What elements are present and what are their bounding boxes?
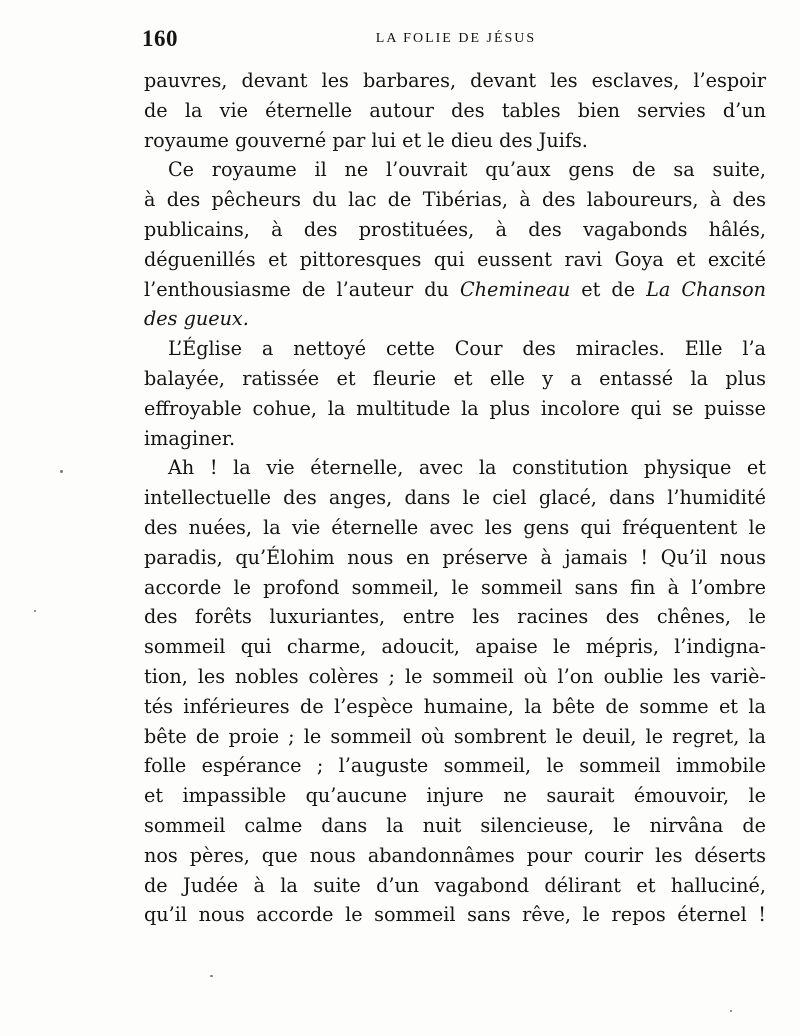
- text-line: des forêts luxuriantes, entre les racines des chênes, le: [144, 605, 766, 629]
- text-line: Ce royaume il ne l’ouvrait qu’aux gens de sa suite,: [168, 158, 766, 182]
- book-title-chemineau: Chemineau: [459, 277, 571, 301]
- text-line: [144, 304, 766, 334]
- text-line: intellectuelle des anges, dans le ciel glacé, dans l’humidité: [144, 486, 766, 510]
- body-text: [144, 66, 766, 930]
- text-line: sommeil calme dans la nuit silencieuse, le nirvâna de: [144, 813, 766, 837]
- text-line-mixed: [144, 275, 766, 305]
- text-line: tion, les nobles colères ; le sommeil où l’on oublie les variè-: [144, 664, 766, 688]
- paper-speck: [730, 1010, 732, 1012]
- text-segment: et de: [570, 277, 647, 301]
- running-title: LA FOLIE DE JÉSUS: [375, 31, 537, 46]
- page-header: [142, 26, 770, 56]
- text-line: publicains, à des prostituées, à des vagabonds hâlés,: [144, 217, 766, 241]
- text-line: royaume gouverné par lui et le dieu des Juifs.: [144, 128, 588, 152]
- text-segment: l’enthousiasme de l’auteur du: [144, 277, 460, 301]
- book-title-des-gueux: des gueux.: [144, 307, 249, 331]
- text-line: bête de proie ; le sommeil où sombrent le deuil, le regret, la: [144, 724, 766, 748]
- text-line: de Judée à la suite d’un vagabond délirant et halluciné,: [144, 873, 766, 897]
- text-line: nos pères, que nous abandonnâmes pour courir les déserts: [144, 843, 766, 867]
- text-line: L’Église a nettoyé cette Cour des miracles. Elle l’a: [168, 337, 766, 361]
- text-line: accorde le profond sommeil, le sommeil sans fin à l’ombre: [144, 575, 766, 599]
- text-line: qu’il nous accorde le sommeil sans rêve, le repos éternel !: [144, 903, 766, 927]
- paper-speck: [210, 975, 213, 977]
- page-number: 160: [142, 26, 178, 51]
- text-line: Ah ! la vie éternelle, avec la constitution physique et: [168, 456, 766, 480]
- text-line: à des pêcheurs du lac de Tibérias, à des laboureurs, à des: [144, 188, 766, 212]
- paper-speck: [60, 470, 63, 473]
- text-line: pauvres, devant les barbares, devant les esclaves, l’espoir: [144, 69, 766, 92]
- text-line: folle espérance ; l’auguste sommeil, le sommeil immobile: [144, 754, 766, 778]
- text-line: tés inférieures de l’espèce humaine, la bête de somme et la: [144, 694, 766, 718]
- text-line: imaginer.: [144, 426, 236, 450]
- text-line: paradis, qu’Élohim nous en préserve à jamais ! Qu’il nous: [144, 545, 766, 569]
- text-line: des nuées, la vie éternelle avec les gens qui fréquentent le: [144, 515, 766, 539]
- text-line: et impassible qu’aucune injure ne saurait émouvoir, le: [144, 784, 766, 808]
- text-line: déguenillés et pittoresques qui eussent ravi Goya et excité: [144, 247, 766, 271]
- text-line: effroyable cohue, la multitude la plus incolore qui se puisse: [144, 396, 766, 420]
- paper-speck: [34, 610, 36, 612]
- text-line: balayée, ratissée et fleurie et elle y a entassé la plus: [144, 366, 766, 390]
- book-title-la-chanson: La Chanson: [646, 277, 766, 301]
- text-line: de la vie éternelle autour des tables bien servies d’un: [144, 98, 766, 122]
- text-line: sommeil qui charme, adoucit, apaise le mépris, l’indigna-: [144, 635, 766, 659]
